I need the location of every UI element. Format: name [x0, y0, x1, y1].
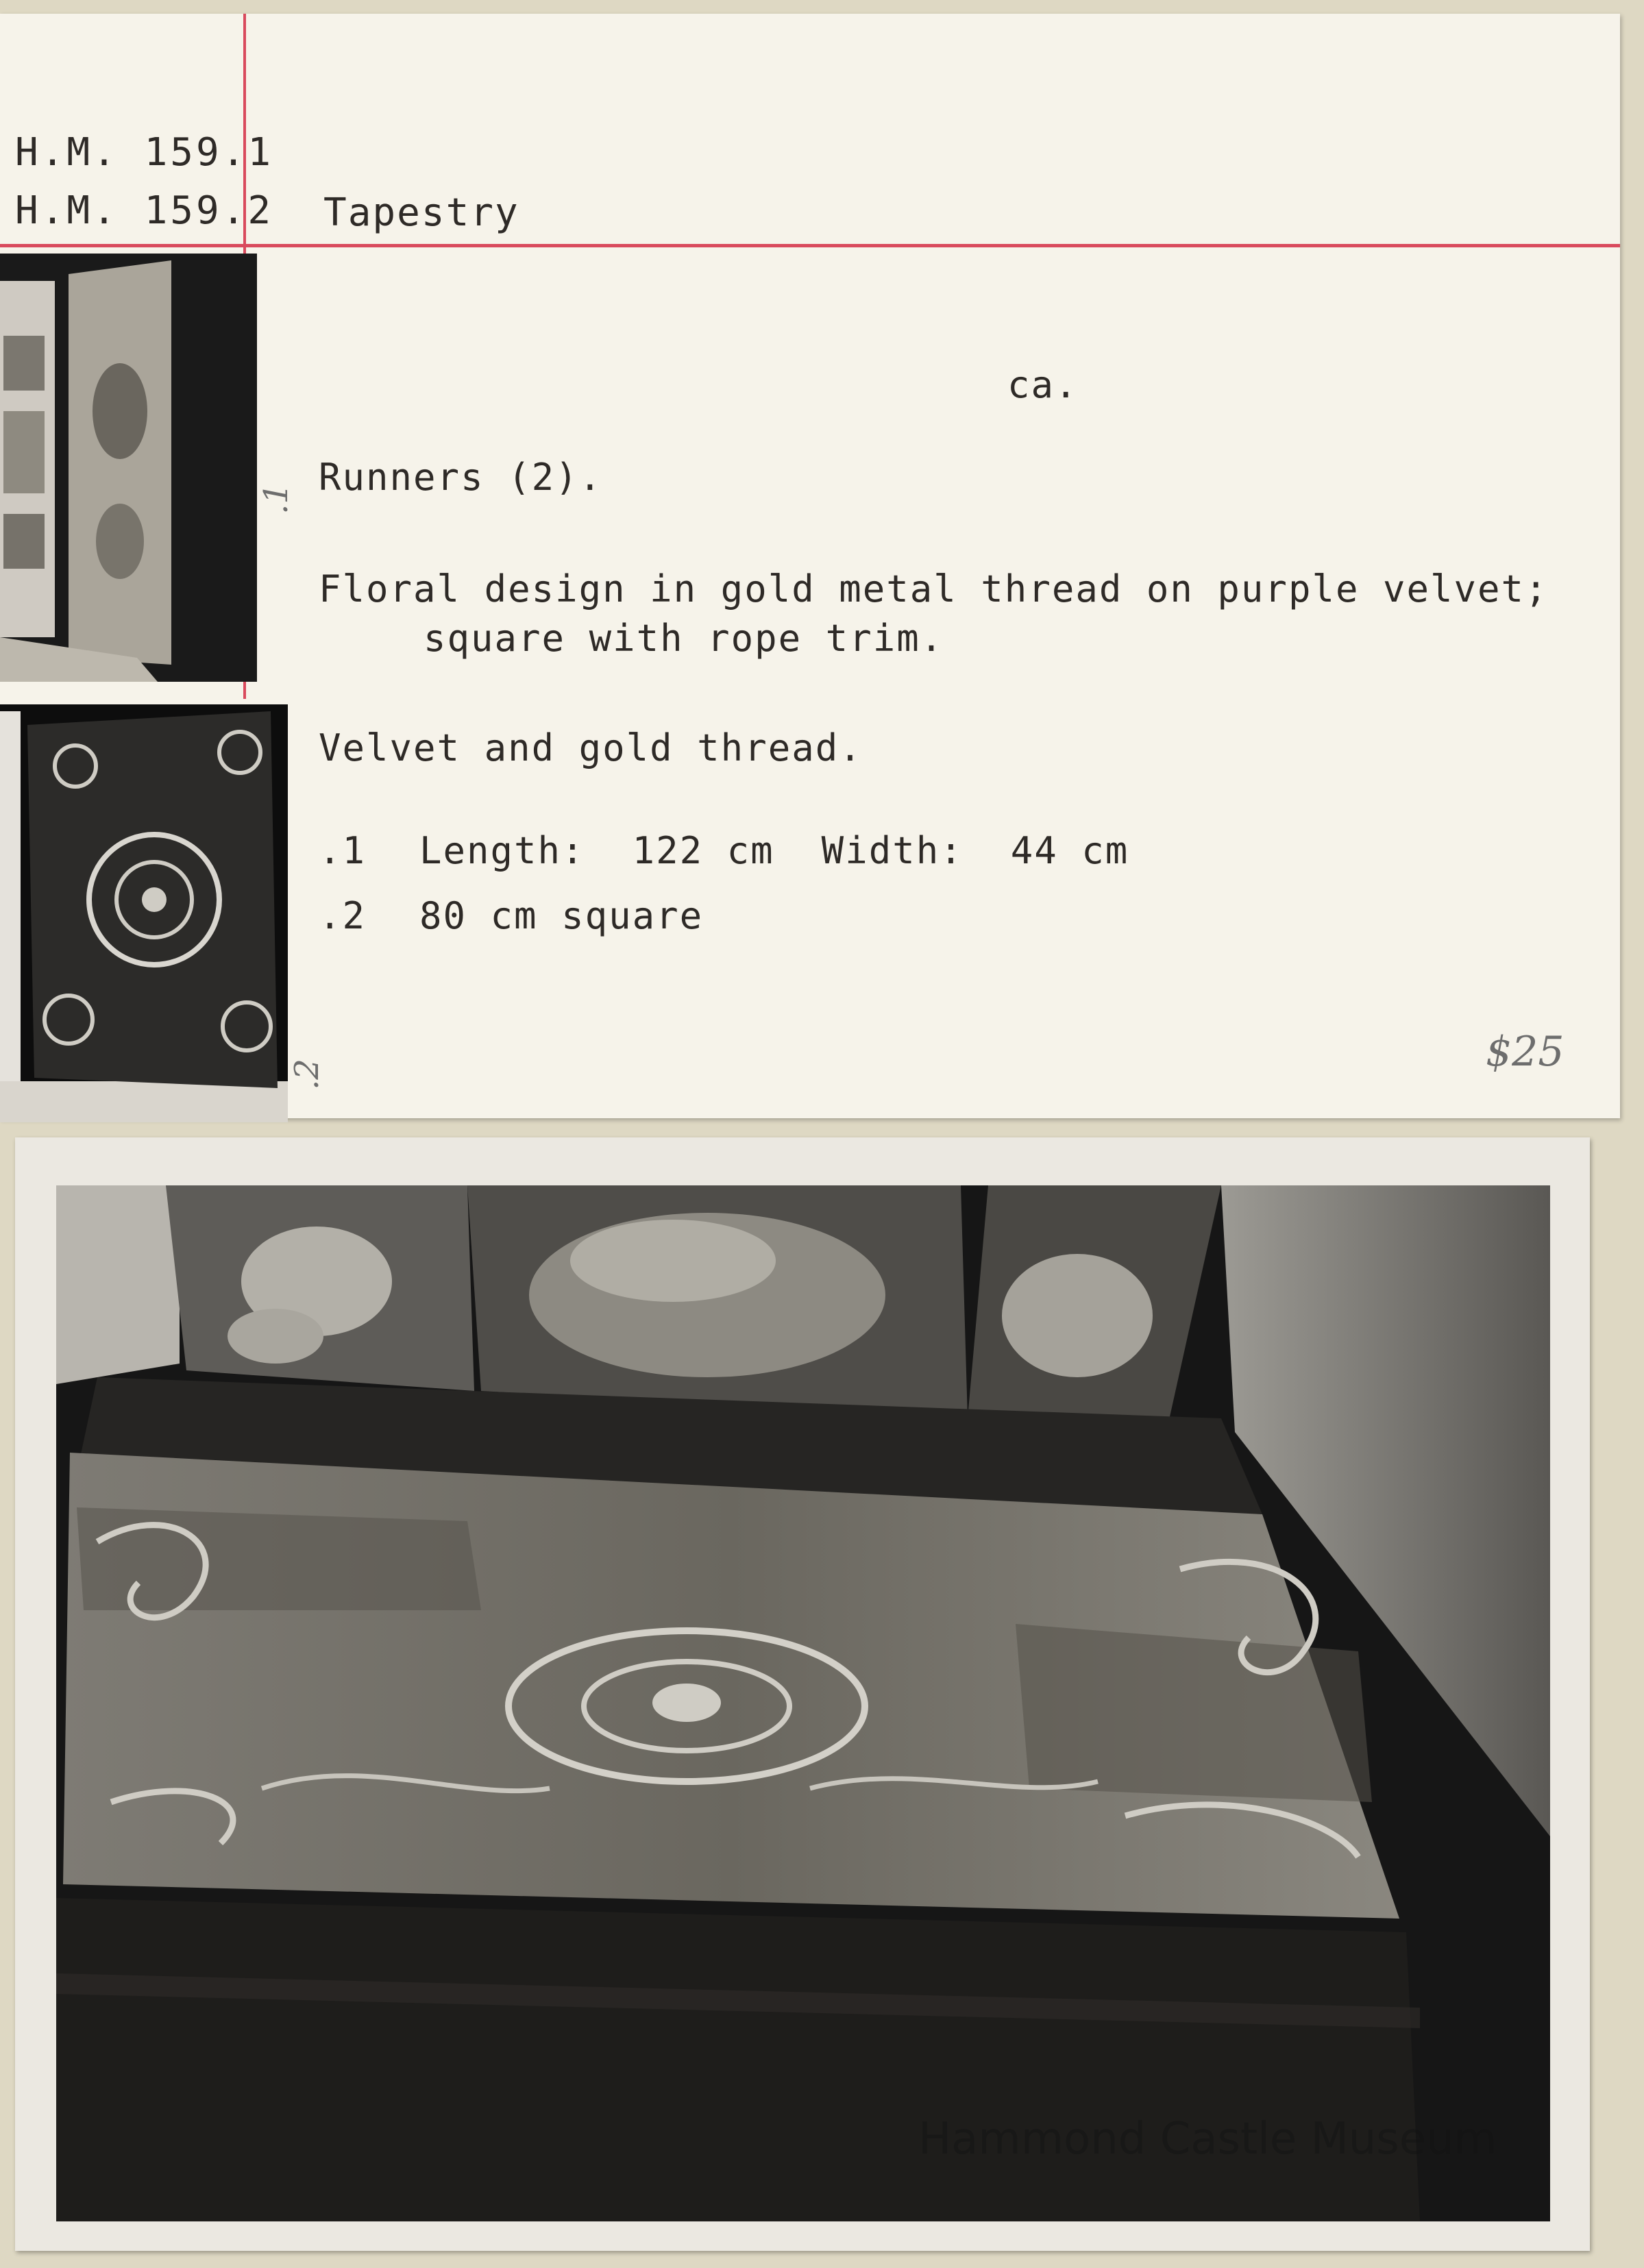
margin-rule-horizontal: [0, 244, 1620, 247]
thumb-label-2: .2: [287, 1059, 326, 1090]
item-dimensions-2: 80 cm square: [419, 894, 704, 937]
item-number-1: .1: [319, 829, 367, 872]
catalog-card: [0, 14, 1620, 1118]
description-line-1: Floral design in gold metal thread on purple velvet;: [319, 567, 1549, 611]
item-dimensions-1: Length: 122 cm Width: 44 cm: [419, 829, 1129, 872]
thumbnail-runner-photo: [0, 254, 257, 682]
price-note: $25: [1486, 1028, 1565, 1076]
material: Velvet and gold thread.: [319, 726, 863, 769]
date-field: ca.: [1007, 363, 1079, 406]
accession-number-2: H.M. 159.2: [15, 188, 274, 233]
thumbnail-square-photo: [0, 704, 288, 1122]
object-title: Runners (2).: [319, 456, 603, 499]
item-number-2: .2: [319, 894, 367, 937]
watermark: Hammond Castle Museum: [918, 2114, 1497, 2165]
accession-number-1: H.M. 159.1: [15, 130, 274, 175]
thumb-label-1: .1: [256, 483, 295, 515]
description-line-2: square with rope trim.: [424, 617, 944, 660]
photo-mount: [15, 1137, 1590, 2251]
runner-on-bench-photo: [56, 1185, 1550, 2221]
object-name: Tapestry: [323, 190, 519, 235]
